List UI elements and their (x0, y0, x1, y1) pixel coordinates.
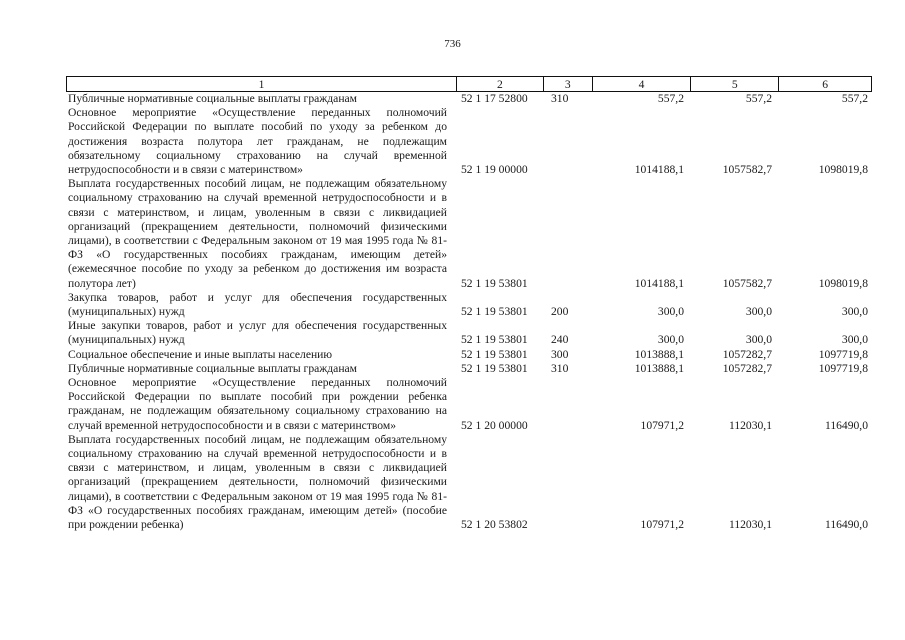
header-col-3: 3 (544, 77, 593, 91)
row-value-3: 300,0 (841, 333, 868, 347)
table-row (66, 92, 872, 106)
row-value-2: 1057582,7 (722, 163, 772, 177)
table-row (66, 376, 872, 433)
row-code: 52 1 19 00000 (461, 163, 528, 177)
row-value-3: 1098019,8 (818, 163, 868, 177)
row-name: Иные закупки товаров, работ и услуг для обеспечения государственных (муниципальных) нужд (68, 319, 447, 347)
row-value-1: 300,0 (657, 305, 684, 319)
header-col-4: 4 (593, 77, 692, 91)
budget-table (66, 76, 872, 532)
row-type: 310 (551, 92, 569, 105)
row-value-2: 112030,1 (728, 518, 772, 532)
table-row (66, 319, 872, 347)
header-col-2: 2 (457, 77, 544, 91)
row-code: 52 1 17 52800 (461, 92, 528, 105)
page-number: 736 (444, 38, 461, 50)
row-value-3: 1097719,8 (818, 347, 868, 361)
row-type: 310 (551, 361, 569, 375)
row-name: Публичные нормативные социальные выплаты гражданам (68, 92, 357, 105)
row-name: Публичные нормативные социальные выплаты гражданам (68, 361, 357, 375)
row-code: 52 1 19 53801 (461, 333, 528, 347)
row-name: Выплата государственных пособий лицам, не подлежащим обязательному социальному страхованию на случай временной нетрудоспособности и в связи с материнством, и лицам, уволенным в связи с ликвидацией организаций (прекращением деятельности, полномочий физическими лицами), в соответствии с Федеральным законом от 19 мая 1995 года № 81-ФЗ «О государственных пособиях гражданам, имеющим детей» (ежемесячное пособие по уходу за ребенком до достижения им возраста полутора лет) (68, 177, 447, 290)
row-value-2: 1057282,7 (722, 347, 772, 361)
row-value-3: 1098019,8 (818, 276, 868, 290)
header-col-6: 6 (822, 78, 828, 91)
row-name: Выплата государственных пособий лицам, не подлежащим обязательному социальному страхованию на случай временной нетрудоспособности и в связи с материнством, и лицам, уволенным в связи с ликвидацией организаций (прекращением деятельности, полномочий физическими лицами), в соответствии с Федеральным законом от 19 мая 1995 года № 81-ФЗ «О государственных пособиях гражданам, имеющим детей» (пособие при рождении ребенка) (68, 432, 447, 532)
row-value-1: 107971,2 (640, 518, 684, 532)
row-value-2: 300,0 (745, 305, 772, 319)
row-type: 200 (551, 305, 569, 319)
table-row (66, 362, 872, 376)
row-value-1: 1014188,1 (634, 276, 684, 290)
table-header-row (66, 76, 872, 92)
row-name: Основное мероприятие «Осуществление переданных полномочий Российской Федерации по выплате пособий при рождении ребенка гражданам, не подлежащим обязательному социальному страхованию на случай временной нетрудоспособности и в связи с материнством» (68, 376, 447, 432)
row-value-3: 1097719,8 (818, 361, 868, 375)
table-row (66, 106, 872, 177)
row-value-2: 557,2 (745, 92, 772, 105)
row-value-2: 300,0 (745, 333, 772, 347)
row-value-2: 1057582,7 (722, 276, 772, 290)
row-code: 52 1 19 53801 (461, 276, 528, 290)
row-value-3: 116490,0 (824, 418, 868, 432)
table-row (66, 291, 872, 319)
row-value-1: 107971,2 (640, 418, 684, 432)
table-row (66, 177, 872, 291)
row-code: 52 1 19 53801 (461, 305, 528, 319)
row-value-2: 112030,1 (728, 418, 772, 432)
row-code: 52 1 20 53802 (461, 518, 528, 532)
row-value-2: 1057282,7 (722, 361, 772, 375)
row-value-1: 1013888,1 (634, 361, 684, 375)
row-value-3: 300,0 (841, 305, 868, 319)
row-code: 52 1 20 00000 (461, 418, 528, 432)
row-name: Социальное обеспечение и иные выплаты населению (68, 347, 333, 361)
row-name: Закупка товаров, работ и услуг для обеспечения государственных (муниципальных) нужд (68, 290, 447, 319)
row-value-3: 116490,0 (824, 518, 868, 532)
row-type: 240 (551, 333, 569, 347)
row-code: 52 1 19 53801 (461, 361, 528, 375)
row-value-1: 300,0 (657, 333, 684, 347)
row-value-1: 557,2 (657, 92, 684, 105)
table-row (66, 433, 872, 532)
header-col-5: 5 (691, 77, 779, 91)
row-name: Основное мероприятие «Осуществление переданных полномочий Российской Федерации по выплате пособий по уходу за ребенком до достижения возраста полутора лет гражданам, не подлежащим обязательному социальному страхованию на случай временной нетрудоспособности и в связи с материнством» (68, 106, 447, 177)
row-value-1: 1013888,1 (634, 347, 684, 361)
header-col-1: 1 (67, 77, 457, 91)
row-type: 300 (551, 347, 569, 361)
row-value-1: 1014188,1 (634, 163, 684, 177)
row-code: 52 1 19 53801 (461, 347, 528, 361)
row-value-3: 557,2 (841, 92, 868, 105)
table-row (66, 348, 872, 362)
